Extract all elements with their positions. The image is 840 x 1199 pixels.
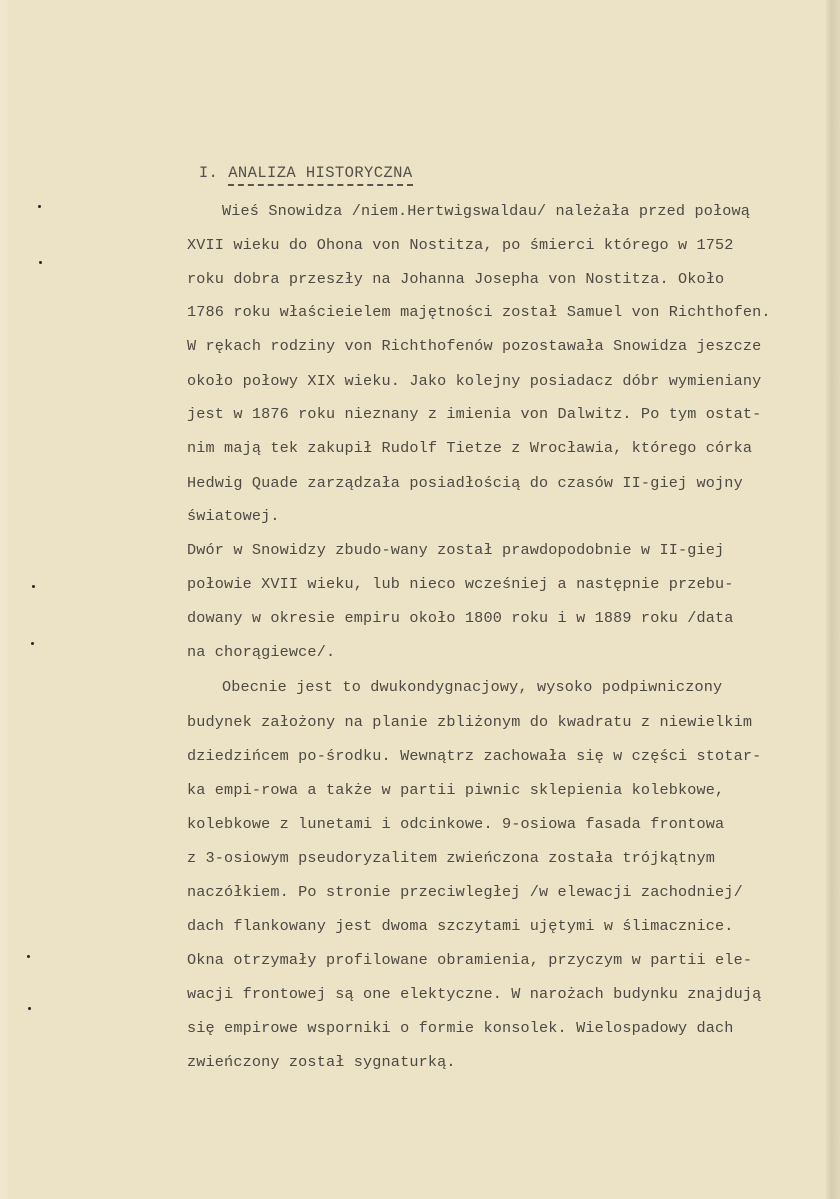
text-line: budynek założony na planie zbliżonym do kwadratu z niewielkim (187, 713, 753, 731)
text-line: z 3-osiowym pseudoryzalitem zwieńczona została trójkątnym (187, 849, 716, 867)
text-line: dziedzińcem po-środku. Wewnątrz zachowała się w części stotar- (187, 747, 762, 765)
text-line: 1786 roku właścieielem majętności został Samuel von Richthofen. (187, 303, 771, 321)
text-line: na chorągiewce/. (187, 643, 336, 661)
text-line: jest w 1876 roku nieznany z imienia von Dalwitz. Po tym ostat- (187, 405, 762, 423)
page-edge-shadow (826, 0, 840, 1199)
text-line: dowany w okresie empiru około 1800 roku i w 1889 roku /data (187, 609, 734, 627)
margin-mark (27, 955, 30, 958)
margin-mark (38, 205, 41, 208)
text-line: Hedwig Quade zarządzała posiadłością do czasów II-giej wojny (187, 474, 743, 492)
text-line: wacji frontowej są one elektyczne. W narożach budynku znajdują (187, 985, 762, 1003)
section-heading (160, 146, 413, 200)
text-line: nim mają tek zakupił Rudolf Tietze z Wrocławia, którego córka (187, 439, 753, 457)
text-line: dach flankowany jest dwoma szczytami ujętymi w ślimacznice. (187, 917, 734, 935)
text-line: naczółkiem. Po stronie przeciwległej /w elewacji zachodniej/ (187, 883, 743, 901)
text-line: około połowy XIX wieku. Jako kolejny posiadacz dóbr wymieniany (187, 372, 762, 390)
margin-mark (28, 1007, 31, 1010)
text-line: Obecnie jest to dwukondygnacjowy, wysoko podpiwniczony (222, 678, 723, 696)
text-line: Dwór w Snowidzy zbudo-wany został prawdopodobnie w II-giej (187, 541, 725, 559)
text-line: zwieńczony został sygnaturką. (187, 1053, 456, 1071)
margin-mark (31, 642, 34, 645)
text-line: XVII wieku do Ohona von Nostitza, po śmierci którego w 1752 (187, 236, 734, 254)
margin-mark (39, 261, 42, 264)
text-line: roku dobra przeszły na Johanna Josepha von Nostitza. Około (187, 270, 725, 288)
margin-mark (32, 585, 35, 588)
text-line: Wieś Snowidza /niem.Hertwigswaldau/ należała przed połową (222, 202, 751, 220)
text-line: się empirowe wsporniki o formie konsolek. Wielospadowy dach (187, 1019, 734, 1037)
text-line: kolebkowe z lunetami i odcinkowe. 9-osiowa fasada frontowa (187, 815, 725, 833)
text-line: światowej. (187, 507, 280, 525)
text-line: połowie XVII wieku, lub nieco wcześniej a następnie przebu- (187, 575, 734, 593)
text-line: Okna otrzymały profilowane obramienia, przyczym w partii ele- (187, 951, 753, 969)
section-title: ANALIZA HISTORYCZNA (228, 164, 412, 186)
text-line: W rękach rodziny von Richthofenów pozostawała Snowidza jeszcze (187, 337, 762, 355)
text-line: ka empi-rowa a także w partii piwnic sklepienia kolebkowe, (187, 781, 725, 799)
section-number: I. (198, 164, 219, 182)
